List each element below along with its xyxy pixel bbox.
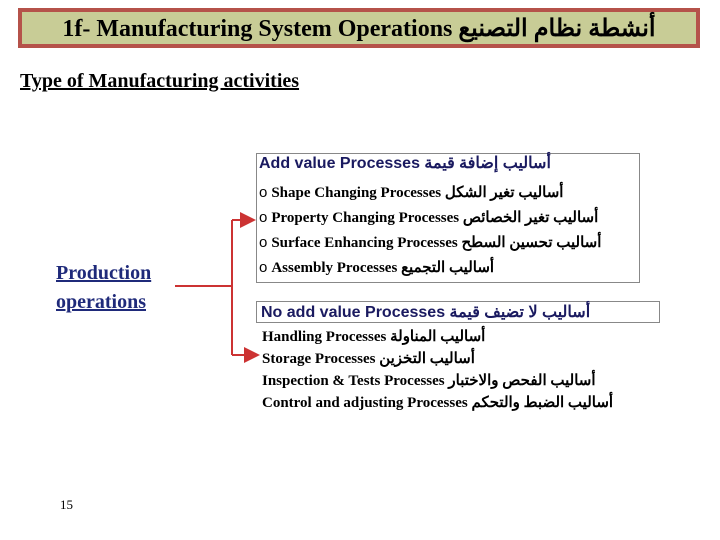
no-value-item-1: Handling Processes أساليب المناولة: [262, 329, 486, 345]
no-value-added-box: [256, 301, 660, 323]
value-item-1: o Shape Changing Processes أساليب تغير الشكل: [259, 184, 564, 201]
bullet-marker: o: [259, 209, 268, 226]
no-value-item-4: Control and adjusting Processes أساليب الضبط والتحكم: [262, 395, 614, 411]
value-item-3: o Surface Enhancing Processes أساليب تحسين السطح: [259, 234, 602, 251]
bullet-marker: o: [259, 184, 268, 201]
bullet-marker: o: [259, 234, 268, 251]
page-number: 15: [60, 497, 73, 512]
section-subtitle: Type of Manufacturing activities: [20, 70, 300, 92]
slide-title: 1f- Manufacturing System Operations أنشطة نظام التصنيع: [62, 15, 656, 42]
production-label-line-2: operations: [56, 291, 146, 313]
value-item-4: o Assembly Processes أساليب التجميع: [259, 259, 495, 276]
no-value-item-2: Storage Processes أساليب التخزين: [262, 351, 475, 367]
value-item-2: o Property Changing Processes أساليب تغير الخصائص: [259, 209, 599, 226]
no-value-added-heading: No add value Processes أساليب لا تضيف قيمة: [261, 304, 591, 321]
no-value-item-3: Inspection & Tests Processes أساليب الفحص والاختبار: [262, 373, 596, 389]
production-label-line-1: Production: [56, 262, 152, 284]
bullet-marker: o: [259, 259, 268, 276]
value-added-heading: Add value Processes أساليب إضافة قيمة: [259, 155, 551, 172]
